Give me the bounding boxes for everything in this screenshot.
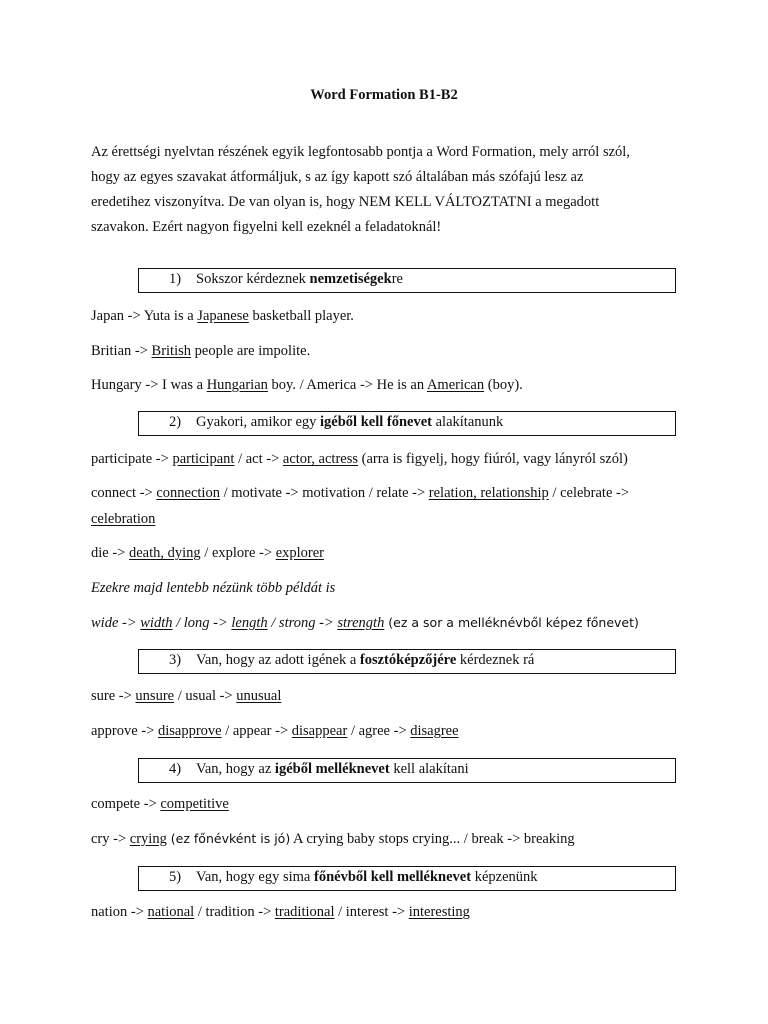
answer-word: disappear bbox=[291, 723, 348, 739]
section-text bbox=[196, 414, 503, 431]
section-text-post: kérdeznek rá bbox=[456, 652, 535, 668]
example-text: (boy). bbox=[484, 377, 523, 393]
answer-word: Hungarian bbox=[206, 377, 268, 393]
answer-word: American bbox=[426, 377, 485, 393]
answer-word: competitive bbox=[160, 796, 229, 812]
example-text: cry -> bbox=[91, 831, 130, 847]
answer-word: disapprove bbox=[157, 723, 222, 739]
example-text: / explore -> bbox=[200, 545, 276, 561]
example-text: Japan -> Yuta is a bbox=[91, 308, 198, 324]
section-text-bold: igéből melléknevet bbox=[274, 761, 390, 777]
answer-word: disagree bbox=[410, 723, 459, 739]
section-text-pre: Van, hogy egy sima bbox=[196, 869, 314, 885]
section-number: 4) bbox=[169, 761, 182, 777]
section-text-bold: igéből kell főnevet bbox=[320, 414, 432, 430]
section-text-bold: nemzetiségek bbox=[309, 271, 392, 287]
example-text: basketball player. bbox=[248, 308, 354, 324]
section-text bbox=[196, 652, 534, 669]
example-text: boy. / America -> He is an bbox=[267, 377, 427, 393]
example-line bbox=[91, 342, 310, 360]
section-heading-5 bbox=[138, 866, 676, 891]
section-text-pre: Van, hogy az bbox=[196, 761, 275, 777]
example-text: / tradition -> bbox=[194, 904, 275, 920]
example-text: / usual -> bbox=[174, 688, 237, 704]
example-text: / strong -> bbox=[267, 615, 338, 631]
answer-word: unsure bbox=[135, 688, 175, 704]
example-line bbox=[91, 510, 155, 528]
answer-word: traditional bbox=[274, 904, 335, 920]
intro-line: eredetihez viszonyítva. De van olyan is, hogy NEM KELL VÁLTOZTATNI a megadott bbox=[91, 194, 600, 210]
answer-word: interesting bbox=[408, 904, 470, 920]
example-text: connect -> bbox=[91, 485, 157, 501]
answer-word: width bbox=[140, 615, 173, 631]
section-number: 3) bbox=[169, 652, 182, 668]
intro-line: hogy az egyes szavakat átformáljuk, s az így kapott szó általában más szófajú lesz az bbox=[91, 169, 584, 185]
example-text: Hungary -> I was a bbox=[91, 377, 207, 393]
section-text-post: alakítanunk bbox=[432, 414, 504, 430]
section-heading-2 bbox=[138, 411, 676, 436]
example-line bbox=[91, 307, 354, 325]
example-text: compete -> bbox=[91, 796, 161, 812]
answer-word: national bbox=[147, 904, 195, 920]
example-text: (arra is figyelj, hogy fiúról, vagy lányról szól) bbox=[358, 451, 628, 467]
example-text: sure -> bbox=[91, 688, 136, 704]
example-line bbox=[91, 903, 470, 921]
example-text: wide -> bbox=[91, 615, 141, 631]
example-line bbox=[91, 830, 575, 848]
example-text: / motivate -> motivation / relate -> bbox=[219, 485, 429, 501]
answer-word: relation, relationship bbox=[428, 485, 549, 501]
example-line bbox=[91, 484, 629, 502]
example-text: / long -> bbox=[172, 615, 232, 631]
section-number: 1) bbox=[169, 271, 182, 287]
example-line bbox=[91, 450, 628, 468]
example-text: / appear -> bbox=[221, 723, 292, 739]
section-heading-3 bbox=[138, 649, 676, 674]
answer-word: participant bbox=[172, 451, 235, 467]
section-text-bold: főnévből kell melléknevet bbox=[314, 869, 472, 885]
section-text-post: kell alakítani bbox=[389, 761, 469, 777]
section-text-post: képzenünk bbox=[471, 869, 538, 885]
example-line bbox=[91, 795, 229, 813]
answer-word: death, dying bbox=[128, 545, 201, 561]
example-text: (ez főnévként is jó) bbox=[166, 831, 291, 846]
answer-word: celebration bbox=[91, 511, 156, 527]
example-text: die -> bbox=[91, 545, 129, 561]
example-text: A crying baby stops crying... / break -> breaking bbox=[290, 831, 575, 847]
intro-line: szavakon. Ezért nagyon figyelni kell ezeknél a feladatoknál! bbox=[91, 219, 442, 235]
example-line bbox=[91, 544, 324, 562]
example-text: participate -> bbox=[91, 451, 173, 467]
section-text bbox=[196, 869, 538, 886]
example-text: / celebrate -> bbox=[548, 485, 630, 501]
answer-word: British bbox=[151, 343, 192, 359]
answer-word: connection bbox=[156, 485, 220, 501]
section-number: 2) bbox=[169, 414, 182, 430]
example-text: approve -> bbox=[91, 723, 158, 739]
example-text: nation -> bbox=[91, 904, 148, 920]
answer-word: actor, actress bbox=[282, 451, 359, 467]
example-line bbox=[91, 687, 281, 705]
example-line bbox=[91, 376, 523, 394]
example-line bbox=[91, 722, 459, 740]
answer-word: strength bbox=[337, 615, 385, 631]
section-text-bold: fosztóképzőjére bbox=[359, 652, 457, 668]
section-text bbox=[196, 271, 403, 288]
section-heading-4 bbox=[138, 758, 676, 783]
section-text-pre: Gyakori, amikor egy bbox=[196, 414, 321, 430]
section-text-pre: Sokszor kérdeznek bbox=[196, 271, 310, 287]
example-text: / interest -> bbox=[334, 904, 409, 920]
example-text: / act -> bbox=[234, 451, 283, 467]
page-title: Word Formation B1-B2 bbox=[310, 87, 458, 103]
note-line: Ezekre majd lentebb nézünk több példát is bbox=[91, 580, 336, 596]
example-text: people are impolite. bbox=[191, 343, 311, 359]
section-heading-1 bbox=[138, 268, 676, 293]
section-text-pre: Van, hogy az adott igének a bbox=[196, 652, 360, 668]
example-text: / agree -> bbox=[347, 723, 411, 739]
section-number: 5) bbox=[169, 869, 182, 885]
section-text-post: re bbox=[391, 271, 403, 287]
answer-word: explorer bbox=[275, 545, 324, 561]
answer-word: unusual bbox=[236, 688, 282, 704]
answer-word: crying bbox=[129, 831, 167, 847]
answer-word: Japanese bbox=[197, 308, 249, 324]
section-text bbox=[196, 761, 469, 778]
example-text: (ez a sor a melléknévből képez főnevet) bbox=[384, 615, 639, 630]
example-text: Britian -> bbox=[91, 343, 152, 359]
intro-line: Az érettségi nyelvtan részének egyik legfontosabb pontja a Word Formation, mely arról szól, bbox=[91, 144, 630, 160]
answer-word: length bbox=[231, 615, 268, 631]
example-line bbox=[91, 614, 639, 632]
